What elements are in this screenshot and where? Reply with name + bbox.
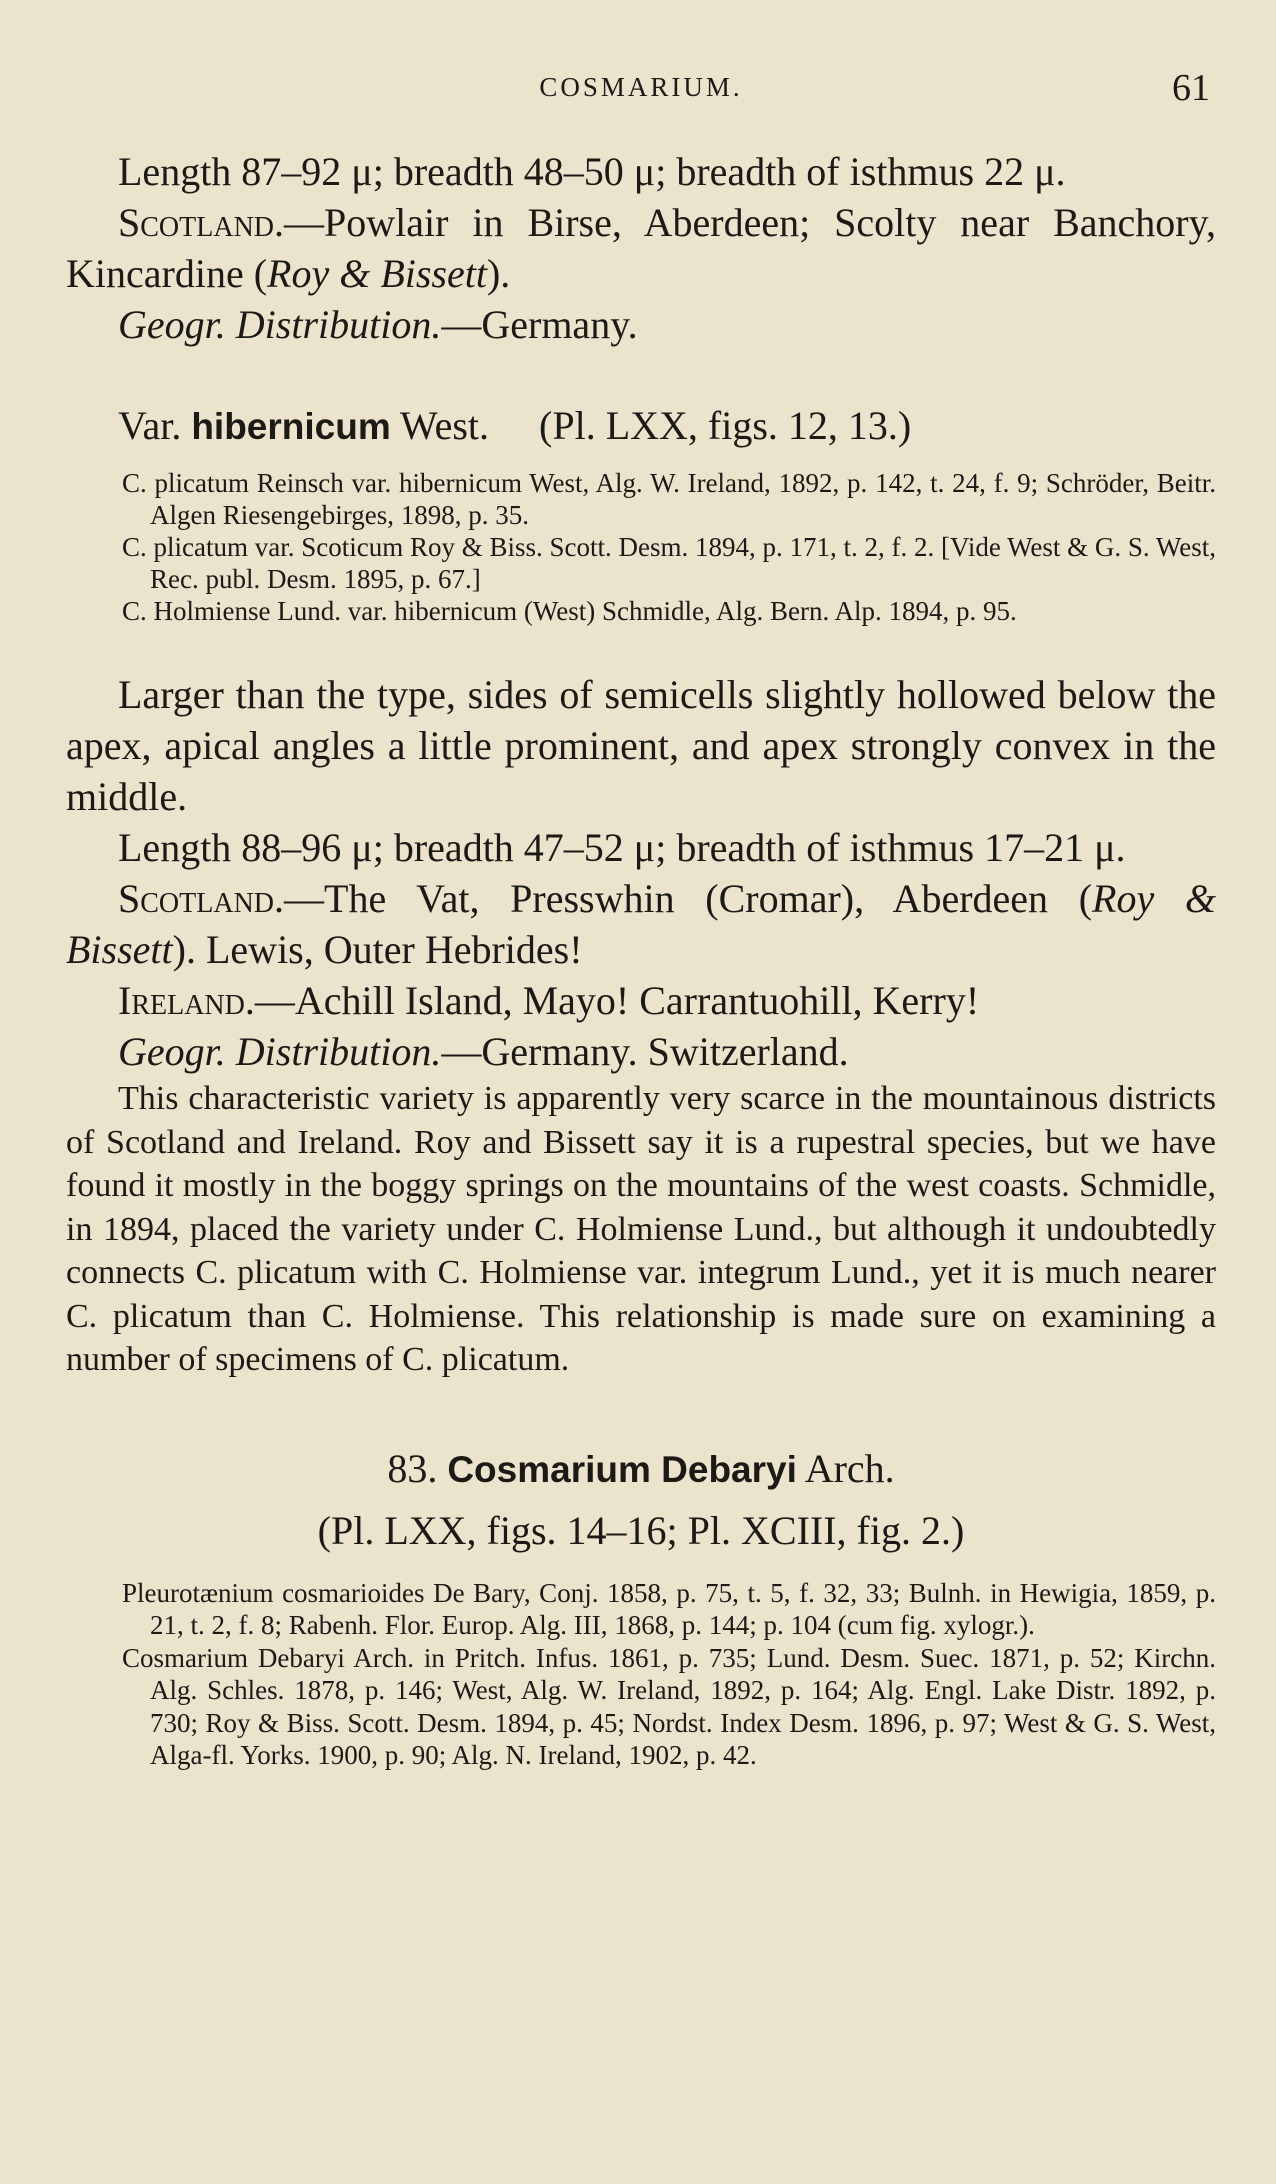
page-header	[66, 66, 1216, 116]
species-number: 83.	[387, 1445, 438, 1491]
variety-synonymy	[66, 467, 1216, 627]
species-heading	[66, 1444, 1216, 1495]
scotland-paragraph	[66, 197, 1216, 299]
scotland-text: —Powlair in Birse, Aberdeen; Scolty near Banchory, Kincardine (	[66, 200, 1216, 296]
variety-remarks: This characteristic variety is apparently very scarce in the mountainous districts of Scotland and Ireland. Roy and Bissett say it is a rupestral species, but we have found it mostly in the boggy springs on the mountains of the west coasts. Schmidle, in 1894, placed the variety under C. Holmiense Lund., but although it undoubtedly connects C. plicatum with C. Holmiense var. integrum Lund., yet it is much nearer C. plicatum than C. Holmiense. This relationship is made sure on examining a number of specimens of C. plicatum.	[66, 1080, 1216, 1378]
synonym-entry: C. Holmiense Lund. var. hibernicum (West) Schmidle, Alg. Bern. Alp. 1894, p. 95.	[122, 596, 1017, 626]
distribution-label: Geogr. Distribution.	[118, 302, 442, 347]
measurement-paragraph: Length 87–92 μ; breadth 48–50 μ; breadth of isthmus 22 μ.	[118, 149, 1066, 194]
species-author: Arch.	[804, 1445, 895, 1491]
species-plates: (Pl. LXX, figs. 14–16; Pl. XCIII, fig. 2.)	[317, 1507, 965, 1553]
distribution-text: —Germany.	[441, 302, 638, 347]
page-body	[66, 146, 1216, 1772]
variety-measurement: Length 88–96 μ; breadth 47–52 μ; breadth of isthmus 17–21 μ.	[118, 825, 1126, 870]
page-number: 61	[1172, 67, 1210, 109]
variety-distribution	[66, 1026, 1216, 1077]
species-name: Cosmarium Debaryi	[447, 1448, 797, 1490]
variety-author: West.	[390, 403, 490, 448]
variety-distribution-label: Geogr. Distribution.	[118, 1029, 442, 1074]
variety-scotland-text: —The Vat, Presswhin (Cromar), Aberdeen (	[284, 876, 1093, 921]
synonym-entry: Cosmarium Debaryi Arch. in Pritch. Infus. 1861, p. 735; Lund. Desm. Suec. 1871, p. 52; Kirchn. Alg. Schles. 1878, p. 146; West, Alg. W. Ireland, 1892, p. 164; Alg. Engl. Lake Distr. 1892, p. 730; Roy & Biss. Scott. Desm. 1894, p. 45; Nordst. Index Desm. 1896, p. 97; West & G. S. West, Alga-fl. Yorks. 1900, p. 90; Alg. N. Ireland, 1902, p. 42.	[122, 1642, 1216, 1770]
variety-ireland	[66, 975, 1216, 1026]
running-title: COSMARIUM.	[539, 72, 743, 102]
synonym-entry: C. plicatum Reinsch var. hibernicum West, Alg. W. Ireland, 1892, p. 142, t. 24, f. 9; Schröder, Beitr. Algen Riesengebirges, 1898, p. 35.	[122, 468, 1216, 530]
variety-name: hibernicum	[191, 406, 391, 447]
variety-scotland	[66, 873, 1216, 975]
variety-scotland-authors: Roy & Bissett	[66, 876, 1216, 972]
synonym-entry: Pleurotænium cosmarioides De Bary, Conj. 1858, p. 75, t. 5, f. 32, 33; Bulnh. in Hewigia, 1859, p. 21, t. 2, f. 8; Rabenh. Flor. Europ. Alg. III, 1868, p. 144; p. 104 (cum fig. xylogr.).	[122, 1577, 1216, 1640]
variety-ireland-text: —Achill Island, Mayo! Carrantuohill, Kerry!	[254, 978, 980, 1023]
distribution-paragraph	[66, 299, 1216, 350]
variety-distribution-text: —Germany. Switzerland.	[441, 1029, 849, 1074]
variety-ireland-label: Ireland.	[118, 978, 255, 1023]
variety-scotland-label: Scotland.	[118, 876, 285, 921]
variety-heading	[66, 400, 1216, 453]
scotland-authors: Roy & Bissett	[267, 251, 487, 296]
variety-plates: (Pl. LXX, figs. 12, 13.)	[539, 403, 912, 448]
scotland-label: Scotland.	[118, 200, 285, 245]
variety-prefix: Var.	[118, 403, 192, 448]
variety-scotland-end: ). Lewis, Outer Hebrides!	[172, 927, 583, 972]
variety-description: Larger than the type, sides of semicells slightly hollowed below the apex, apical angles a little prominent, and apex strongly convex in the middle.	[66, 672, 1216, 819]
species-synonymy	[66, 1577, 1216, 1772]
scotland-end: ).	[486, 251, 511, 296]
synonym-entry: C. plicatum var. Scoticum Roy & Biss. Scott. Desm. 1894, p. 171, t. 2, f. 2. [Vide West & G. S. West, Rec. publ. Desm. 1895, p. 67.]	[122, 532, 1217, 594]
